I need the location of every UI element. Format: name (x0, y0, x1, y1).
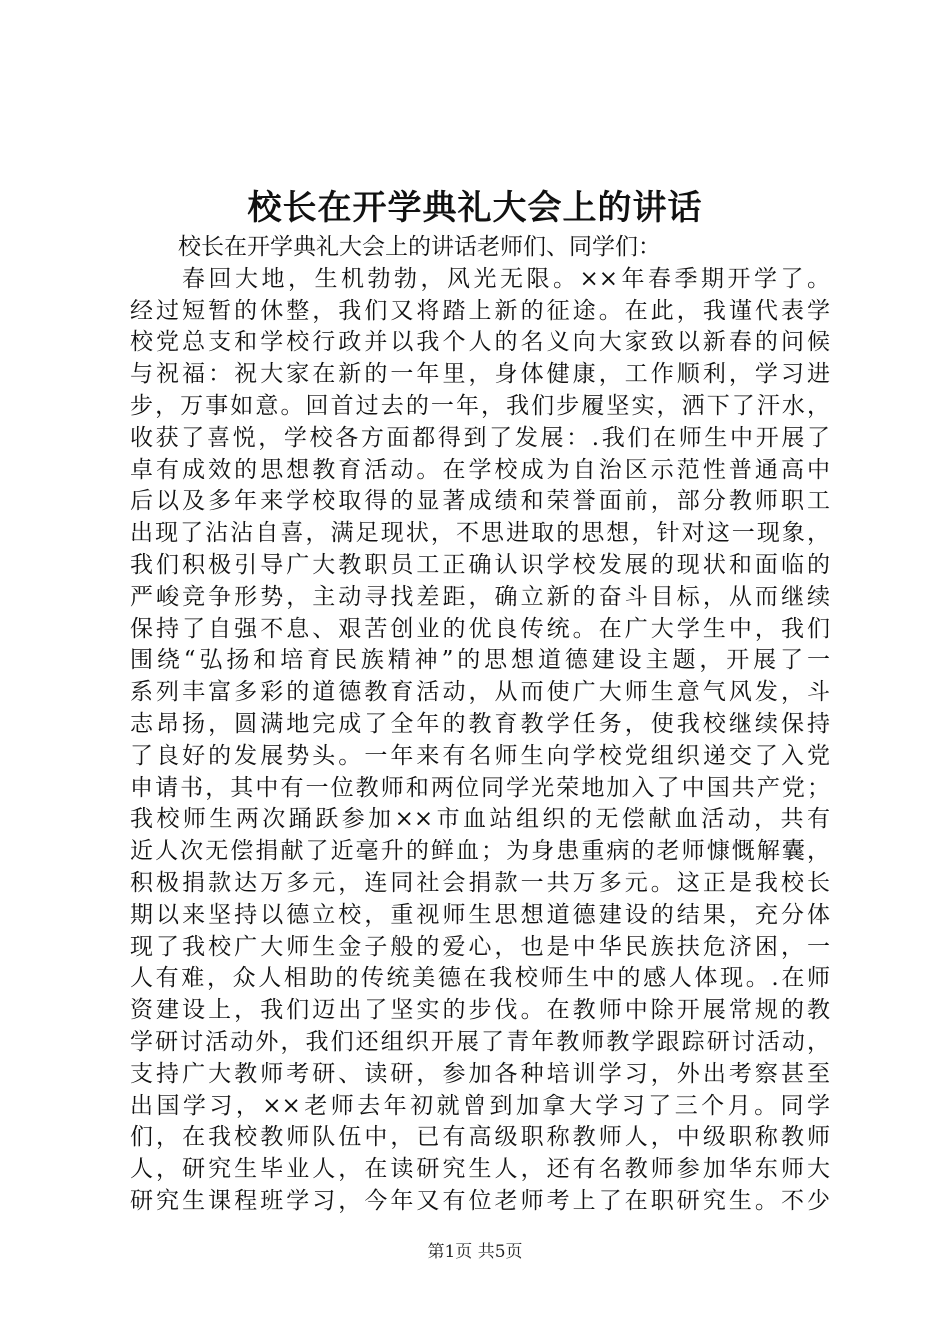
text-line: 校长在开学典礼大会上的讲话老师们、同学们： (178, 234, 661, 260)
text-line: 经过短暂的休整，我们又将踏上新的征途。在此，我谨代表学 (130, 297, 830, 324)
text-line: 与祝福：祝大家在新的一年里，身体健康，工作顺利，学习进 (130, 361, 830, 388)
text-line: 志昂扬，圆满地完成了全年的教育教学任务，使我校继续保持 (130, 710, 830, 737)
page-footer: 第1页 共5页 (427, 1242, 523, 1262)
text-line: 系列丰富多彩的道德教育活动，从而使广大师生意气风发，斗 (130, 679, 830, 706)
text-line: 人，研究生毕业人，在读研究生人，还有名教师参加华东师大 (130, 1156, 830, 1183)
text-line: 严峻竞争形势，主动寻找差距，确立新的奋斗目标，从而继续 (130, 583, 830, 610)
text-line: 我校师生两次踊跃参加××市血站组织的无偿献血活动，共有 (130, 806, 830, 833)
text-line: 围绕“弘扬和培育民族精神”的思想道德建设主题，开展了一 (130, 647, 830, 674)
text-line: 资建设上，我们迈出了坚实的步伐。在教师中除开展常规的教 (130, 997, 830, 1024)
text-line: 人有难，众人相助的传统美德在我校师生中的感人体现。.在师 (130, 965, 830, 992)
text-line: 申请书，其中有一位教师和两位同学光荣地加入了中国共产党； (130, 774, 830, 801)
text-line: 期以来坚持以德立校，重视师生思想道德建设的结果，充分体 (130, 901, 830, 928)
text-line: 校党总支和学校行政并以我个人的名义向大家致以新春的问候 (130, 329, 830, 356)
text-line: 支持广大教师考研、读研，参加各种培训学习，外出考察甚至 (130, 1060, 830, 1087)
text-line: 们，在我校教师队伍中，已有高级职称教师人，中级职称教师 (130, 1124, 830, 1151)
text-line: 现了我校广大师生金子般的爱心，也是中华民族扶危济困，一 (130, 933, 830, 960)
document-title: 校长在开学典礼大会上的讲话 (247, 188, 703, 228)
text-line: 春回大地，生机勃勃，风光无限。××年春季期开学了。 (182, 265, 830, 292)
document-body (130, 232, 830, 1218)
text-line: 步，万事如意。回首过去的一年，我们步履坚实，洒下了汗水， (130, 392, 830, 419)
text-line: 研究生课程班学习，今年又有位老师考上了在职研究生。不少 (130, 1187, 830, 1214)
text-line: 了良好的发展势头。一年来有名师生向学校党组织递交了入党 (130, 742, 830, 769)
text-line: 保持了自强不息、艰苦创业的优良传统。在广大学生中，我们 (130, 615, 830, 642)
text-line: 出现了沾沾自喜，满足现状，不思进取的思想，针对这一现象， (130, 520, 830, 547)
text-line: 近人次无偿捐献了近毫升的鲜血；为身患重病的老师慷慨解囊， (130, 838, 830, 865)
text-line: 收获了喜悦，学校各方面都得到了发展：.我们在师生中开展了 (130, 424, 830, 451)
text-line: 积极捐款达万多元，连同社会捐款一共万多元。这正是我校长 (130, 869, 830, 896)
text-line: 后以及多年来学校取得的显著成绩和荣誉面前，部分教师职工 (130, 488, 830, 515)
text-line: 出国学习，××老师去年初就曾到加拿大学习了三个月。同学 (130, 1092, 830, 1119)
text-line: 我们积极引导广大教职员工正确认识学校发展的现状和面临的 (130, 551, 830, 578)
text-line: 卓有成效的思想教育活动。在学校成为自治区示范性普通高中 (130, 456, 830, 483)
text-line: 学研讨活动外，我们还组织开展了青年教师教学跟踪研讨活动， (130, 1028, 830, 1055)
